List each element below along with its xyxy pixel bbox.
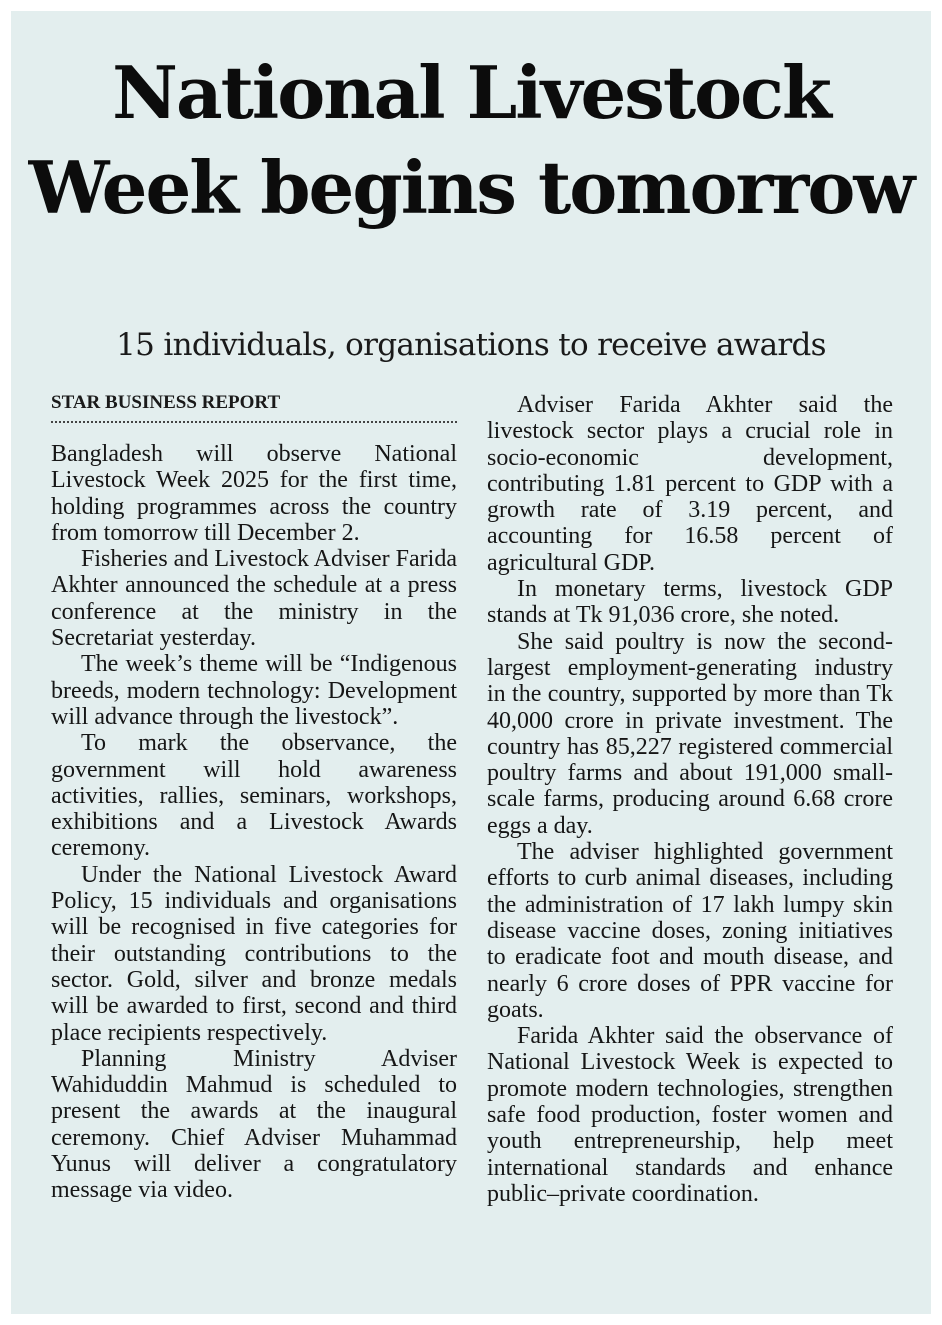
article-panel bbox=[11, 11, 931, 1314]
paragraph: Adviser Farida Akhter said the livestock sector plays a crucial role in socio-economic development, contributing 1.81 percent to GDP with a growth rate of 3.19 percent, and accounting for 16.58 percent of agricultural GDP. bbox=[487, 392, 893, 576]
paragraph: The adviser highlighted government efforts to curb animal diseases, including the administration of 17 lakh lumpy skin disease vaccine doses, zoning initiatives to eradicate foot and mouth disease, and nearly 6 crore doses of PPR vaccine for goats. bbox=[487, 839, 893, 1023]
paragraph: Under the National Livestock Award Policy, 15 individuals and organisations will be recognised in five categories for their outstanding contributions to the sector. Gold, silver and bronze medals will be awarded to first, second and third place recipients respectively. bbox=[51, 861, 457, 1046]
paragraph: To mark the observance, the government will hold awareness activities, rallies, seminars, workshops, exhibitions and a Livestock Awards ceremony. bbox=[51, 730, 457, 862]
paragraph: In monetary terms, livestock GDP stands at Tk 91,036 crore, she noted. bbox=[487, 576, 893, 629]
paragraph: Planning Ministry Adviser Wahiduddin Mahmud is scheduled to present the awards at the inaugural ceremony. Chief Adviser Muhammad Yunus will deliver a congratulatory message via video. bbox=[51, 1045, 457, 1204]
byline: STAR BUSINESS REPORT bbox=[51, 392, 281, 413]
byline-divider bbox=[51, 421, 457, 423]
paragraph: Farida Akhter said the observance of National Livestock Week is expected to promote modern technologies, strengthen safe food production, foster women and youth entrepreneurship, help meet international standards and enhance public–private coordination. bbox=[487, 1023, 893, 1207]
paragraph: The week’s theme will be “Indigenous breeds, modern technology: Development will advance through the livestock”. bbox=[51, 651, 457, 730]
paragraph: Bangladesh will observe National Livestock Week 2025 for the first time, holding programmes across the country from tomorrow till December 2. bbox=[51, 441, 457, 546]
subheadline: 15 individuals, organisations to receive awards bbox=[116, 327, 826, 363]
headline: National Livestock Week begins tomorrow bbox=[28, 50, 914, 230]
column-left bbox=[51, 441, 457, 1204]
paragraph: She said poultry is now the second-largest employment-generating industry in the country, supported by more than Tk 40,000 crore in private investment. The country has 85,227 registered commercial poultry farms and about 191,000 small-scale farms, producing around 6.68 crore eggs a day. bbox=[487, 628, 893, 839]
paragraph: Fisheries and Livestock Adviser Farida Akhter announced the schedule at a press conference at the ministry in the Secretariat yesterday. bbox=[51, 546, 457, 652]
column-right bbox=[487, 392, 893, 1207]
